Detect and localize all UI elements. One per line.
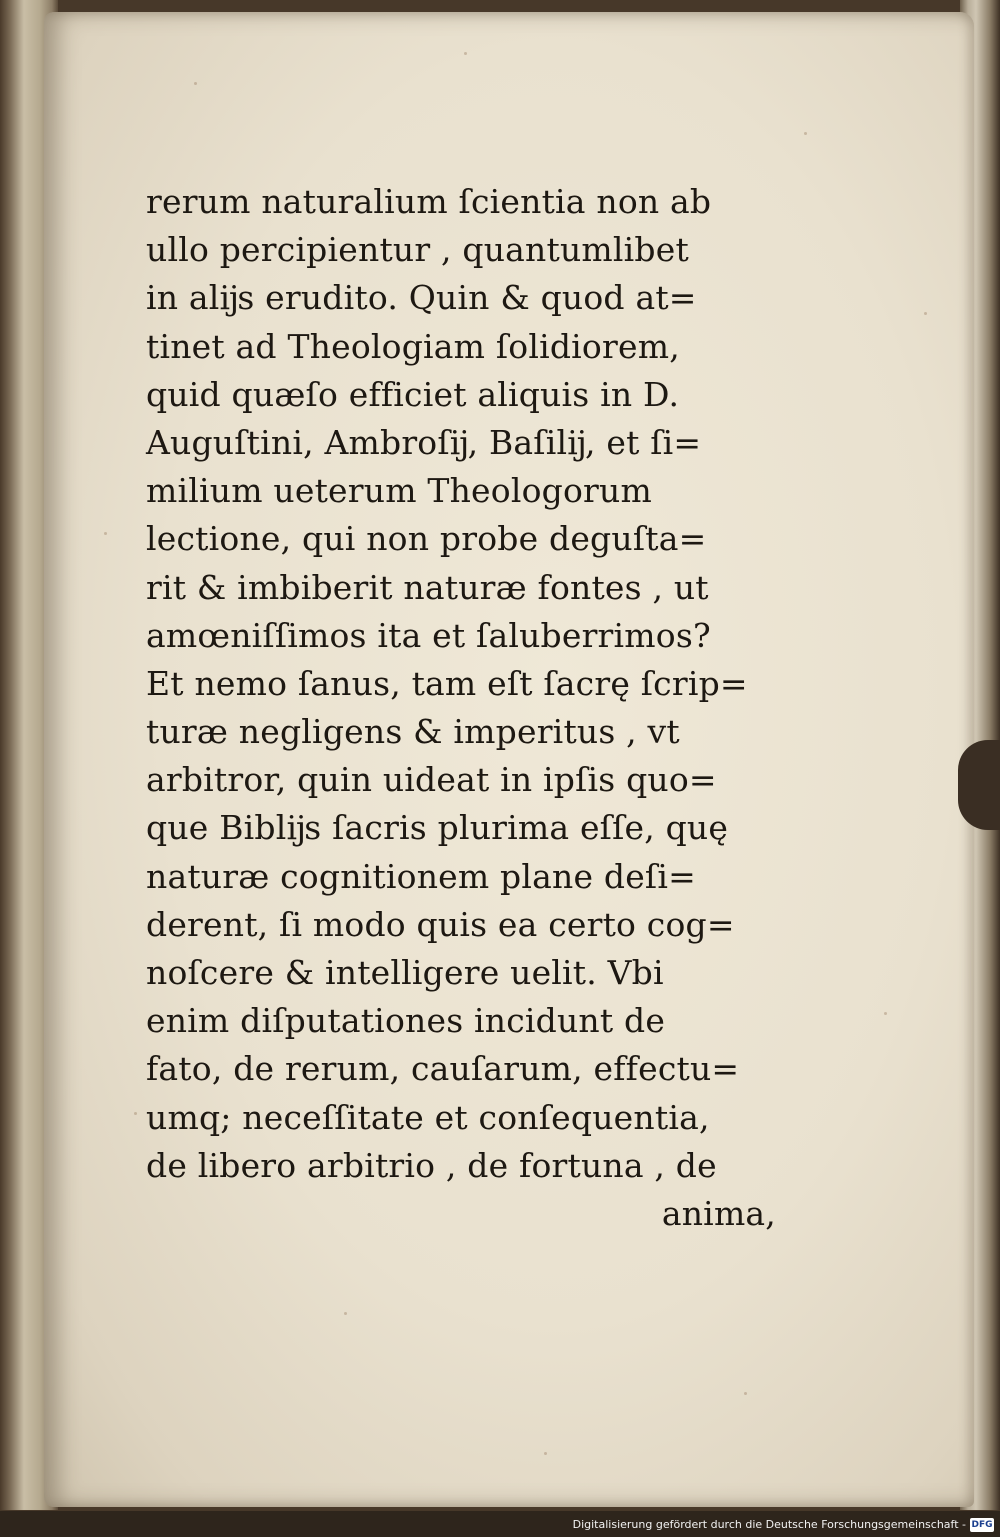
text-line: de libero arbitrio , de fortuna , de [146, 1145, 717, 1185]
text-line: que Biblĳs ſacris plurima eſſe, quę [146, 808, 729, 848]
catchword: anima, [661, 1193, 776, 1233]
text-line: in alĳs erudito. Quin & quod at= [146, 278, 697, 318]
text-line: quid quæſo efficiet aliquis in D. [146, 374, 680, 414]
text-line: derent, ſi modo quis ea certo cog= [146, 904, 735, 944]
text-line: milium ueterum Theologorum [146, 471, 652, 511]
text-line: rerum naturalium ſcientia non ab [146, 182, 712, 221]
text-line: Et nemo ſanus, tam eſt ſacrę ſcrip= [146, 663, 748, 703]
text-line: lectione, qui non probe deguſta= [146, 519, 707, 559]
text-line: enim diſputationes incidunt de [146, 1001, 666, 1041]
text-line: umq; neceſſitate et conſequentia, [146, 1097, 710, 1137]
page-tab-notch [958, 740, 1000, 830]
text-line: tinet ad Theologiam ſolidiorem, [146, 326, 680, 366]
text-line: turæ negligens & imperitus , vt [146, 712, 680, 752]
text-line: arbitror, quin uideat in ipſis quo= [146, 760, 717, 800]
text-line: ullo percipientur , quantumlibet [146, 230, 689, 270]
text-line: amœniſſimos ita et ſaluberrimos? [146, 615, 711, 655]
text-line: rit & imbiberit naturæ fontes , ut [146, 567, 709, 607]
page-text-block [146, 178, 786, 1238]
credit-bar [0, 1511, 1000, 1537]
text-line: naturæ cognitionem plane deſi= [146, 856, 696, 896]
digitization-credit: Digitalisierung gefördert durch die Deutsche Forschungsgemeinschaft - [572, 1518, 966, 1531]
text-line: Auguſtini, Ambroſĳ, Baſilĳ, et ſi= [146, 422, 702, 462]
dfg-logo: DFG [971, 1520, 993, 1530]
text-line: fato, de rerum, cauſarum, effectu= [146, 1049, 740, 1089]
text-line: noſcere & intelligere uelit. Vbi [146, 953, 664, 992]
